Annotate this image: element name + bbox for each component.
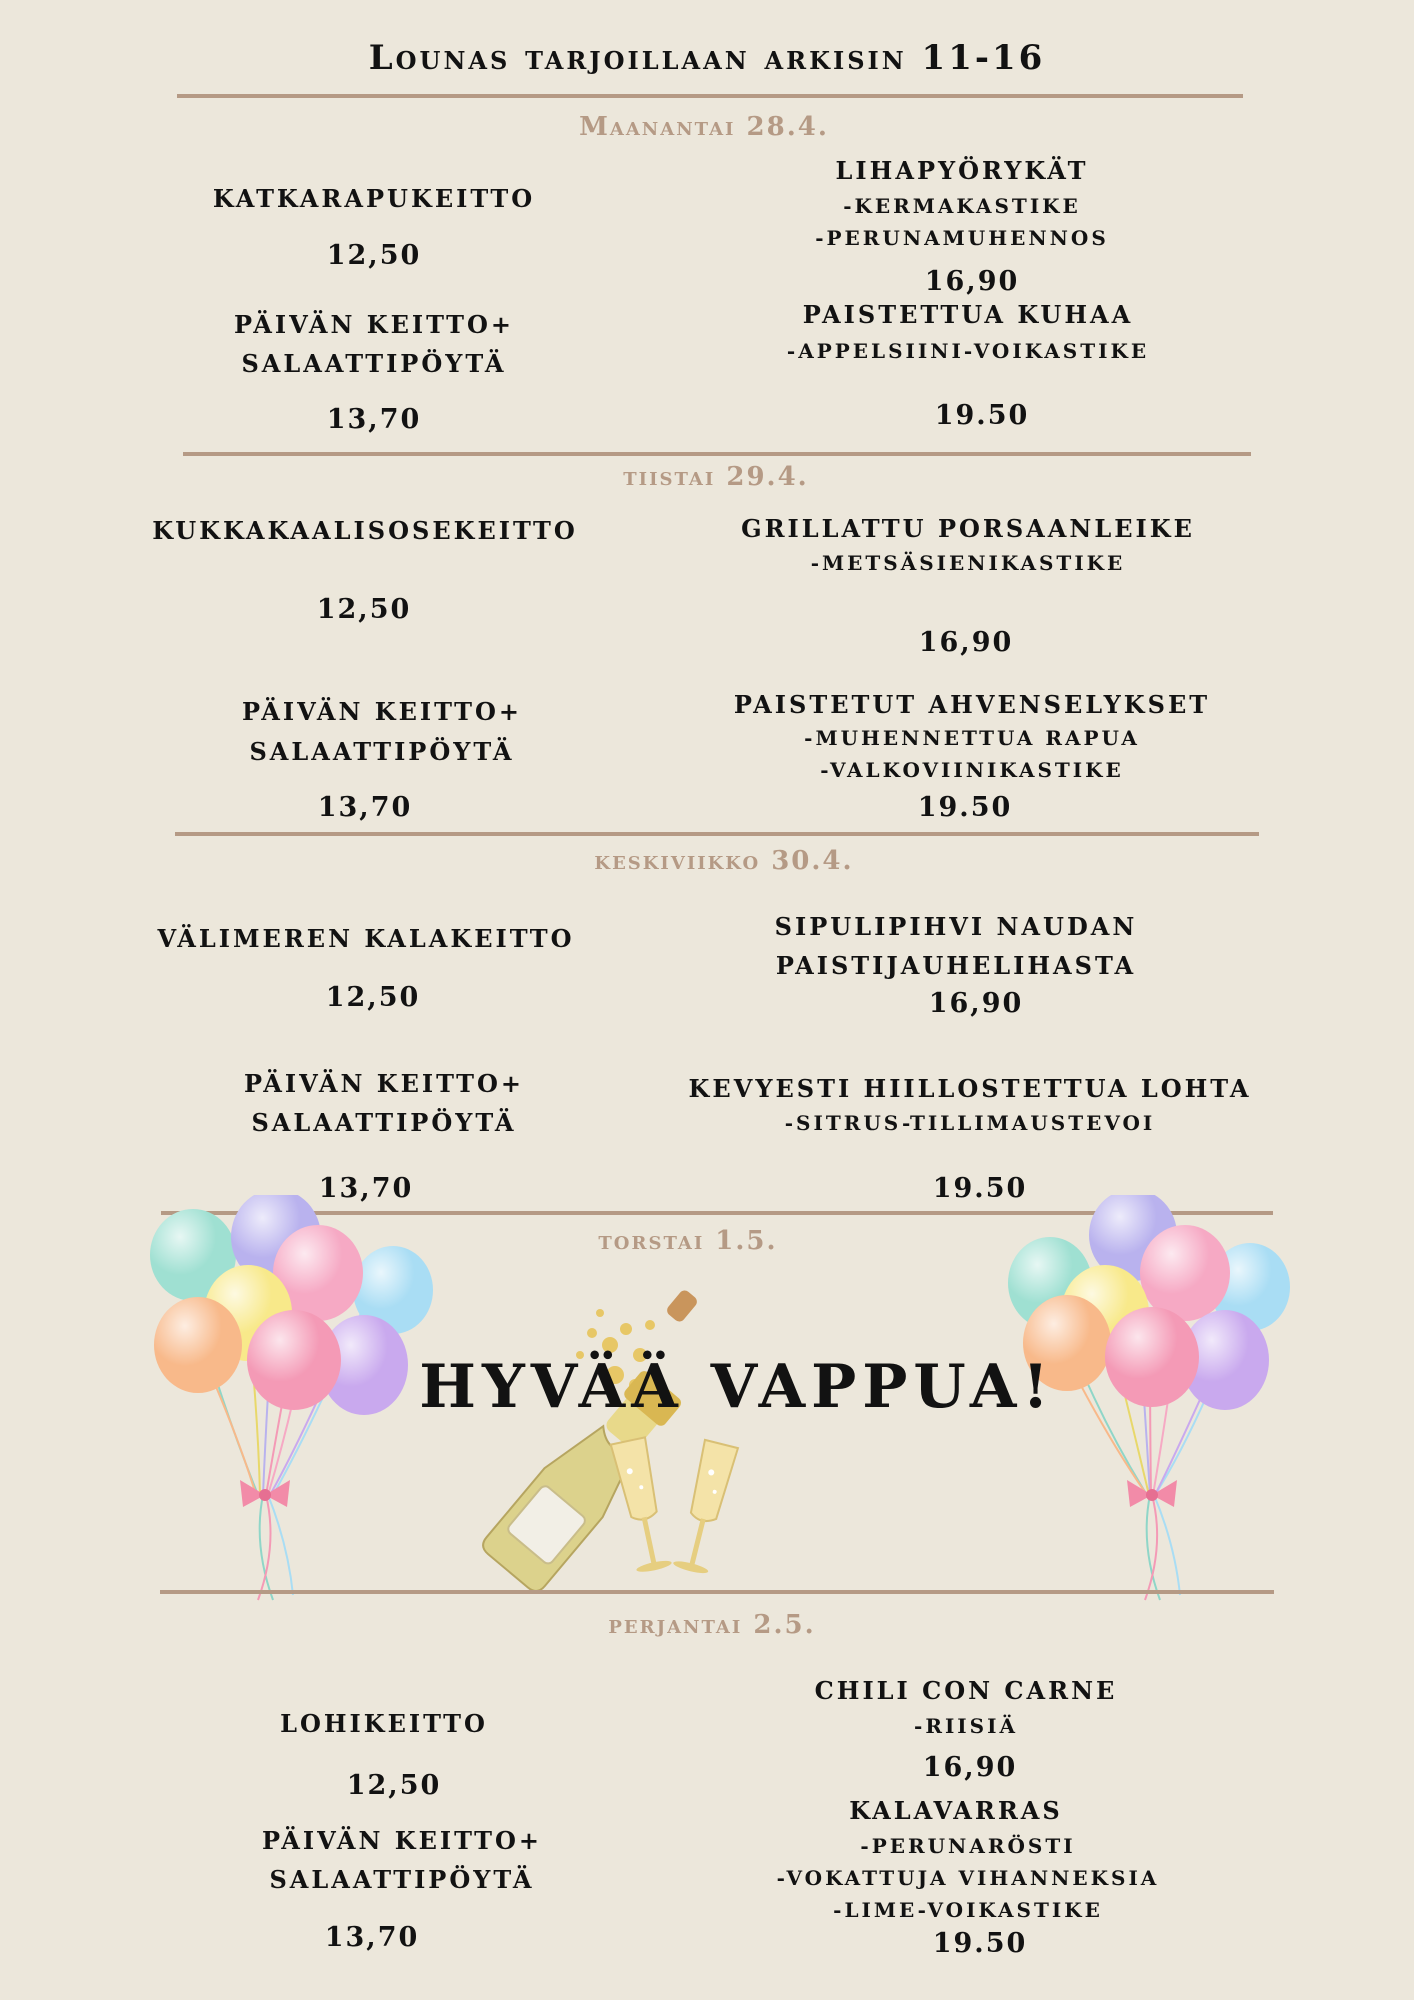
day-heading-tuesday: tiistai 29.4. (623, 462, 809, 492)
divider (177, 94, 1243, 98)
menu-item-name: GRILLATTU PORSAANLEIKE (741, 514, 1195, 543)
menu-item-name: PÄIVÄN KEITTO+ (261, 1826, 543, 1855)
menu-item-name: PAISTETTUA KUHAA (802, 300, 1134, 329)
menu-item-price: 19.50 (917, 792, 1013, 823)
menu-item-accompaniment: -RIISIÄ (914, 1714, 1018, 1738)
menu-item-name: KALAVARRAS (849, 1796, 1063, 1825)
menu-item-price: 16,90 (922, 1752, 1018, 1783)
menu-item-price: 12,50 (346, 1770, 442, 1801)
menu-item-price: 12,50 (325, 982, 421, 1013)
menu-item-price: 16,90 (928, 988, 1024, 1019)
menu-item-accompaniment: -VALKOVIINIKASTIKE (820, 758, 1124, 782)
menu-item-name: KEVYESTI HIILLOSTETTUA LOHTA (688, 1074, 1252, 1103)
menu-item-price: 19.50 (934, 400, 1030, 431)
divider (160, 1590, 1274, 1594)
champagne-glasses-icon (600, 1430, 750, 1590)
menu-item-name: PÄIVÄN KEITTO+ (243, 1069, 525, 1098)
day-heading-monday: Maanantai 28.4. (579, 112, 829, 142)
balloon-bunch-icon (148, 1195, 438, 1605)
menu-item-price: 12,50 (316, 594, 412, 625)
menu-item-name-line2: SALAATTIPÖYTÄ (251, 1108, 517, 1137)
day-heading-friday: perjantai 2.5. (608, 1610, 816, 1640)
day-heading-wednesday: keskiviikko 30.4. (594, 846, 854, 876)
menu-item-accompaniment: -METSÄSIENIKASTIKE (810, 551, 1126, 575)
menu-item-name-line2: SALAATTIPÖYTÄ (249, 737, 515, 766)
menu-item-name: CHILI CON CARNE (814, 1676, 1118, 1705)
menu-item-price: 13,70 (326, 404, 422, 435)
menu-item-name: PÄIVÄN KEITTO+ (241, 697, 523, 726)
divider (175, 832, 1259, 836)
menu-item-accompaniment: -PERUNARÖSTI (860, 1834, 1076, 1858)
menu-item-name: KATKARAPUKEITTO (212, 184, 536, 213)
menu-item-price: 16,90 (924, 266, 1020, 297)
menu-item-name: VÄLIMEREN KALAKEITTO (157, 924, 575, 953)
menu-item-accompaniment: -VOKATTUJA VIHANNEKSIA (776, 1866, 1160, 1890)
menu-item-price: 12,50 (326, 240, 422, 271)
menu-item-price: 19.50 (932, 1173, 1028, 1204)
page-title: Lounas tarjoillaan arkisin 11-16 (368, 38, 1046, 78)
divider (183, 452, 1251, 456)
menu-item-name-line2: PAISTIJAUHELIHASTA (775, 951, 1137, 980)
menu-item-name-line2: SALAATTIPÖYTÄ (269, 1865, 535, 1894)
menu-item-name-line2: SALAATTIPÖYTÄ (241, 349, 507, 378)
menu-item-accompaniment: -MUHENNETTUA RAPUA (804, 726, 1140, 750)
menu-item-name: KUKKAKAALISOSEKEITTO (152, 516, 578, 545)
menu-item-price: 16,90 (918, 627, 1014, 658)
menu-item-accompaniment: -APPELSIINI-VOIKASTIKE (786, 339, 1150, 363)
menu-item-price: 13,70 (318, 1173, 414, 1204)
menu-item-price: 13,70 (324, 1922, 420, 1953)
menu-item-name: PAISTETUT AHVENSELYKSET (733, 690, 1211, 719)
menu-item-name: LIHAPYÖRYKÄT (835, 156, 1089, 185)
menu-item-price: 13,70 (317, 792, 413, 823)
menu-item-accompaniment: -PERUNAMUHENNOS (815, 226, 1109, 250)
menu-item-accompaniment: -KERMAKASTIKE (843, 194, 1081, 218)
menu-item-price: 19.50 (932, 1928, 1028, 1959)
holiday-greeting: HYVÄÄ VAPPUA! (419, 1352, 1055, 1422)
menu-item-name: LOHIKEITTO (280, 1709, 488, 1738)
menu-item-name: PÄIVÄN KEITTO+ (233, 310, 515, 339)
menu-item-accompaniment: -SITRUS-TILLIMAUSTEVOI (784, 1111, 1156, 1135)
menu-item-accompaniment: -LIME-VOIKASTIKE (833, 1898, 1103, 1922)
menu-item-name: SIPULIPIHVI NAUDAN (774, 912, 1138, 941)
day-heading-thursday: torstai 1.5. (598, 1226, 778, 1256)
